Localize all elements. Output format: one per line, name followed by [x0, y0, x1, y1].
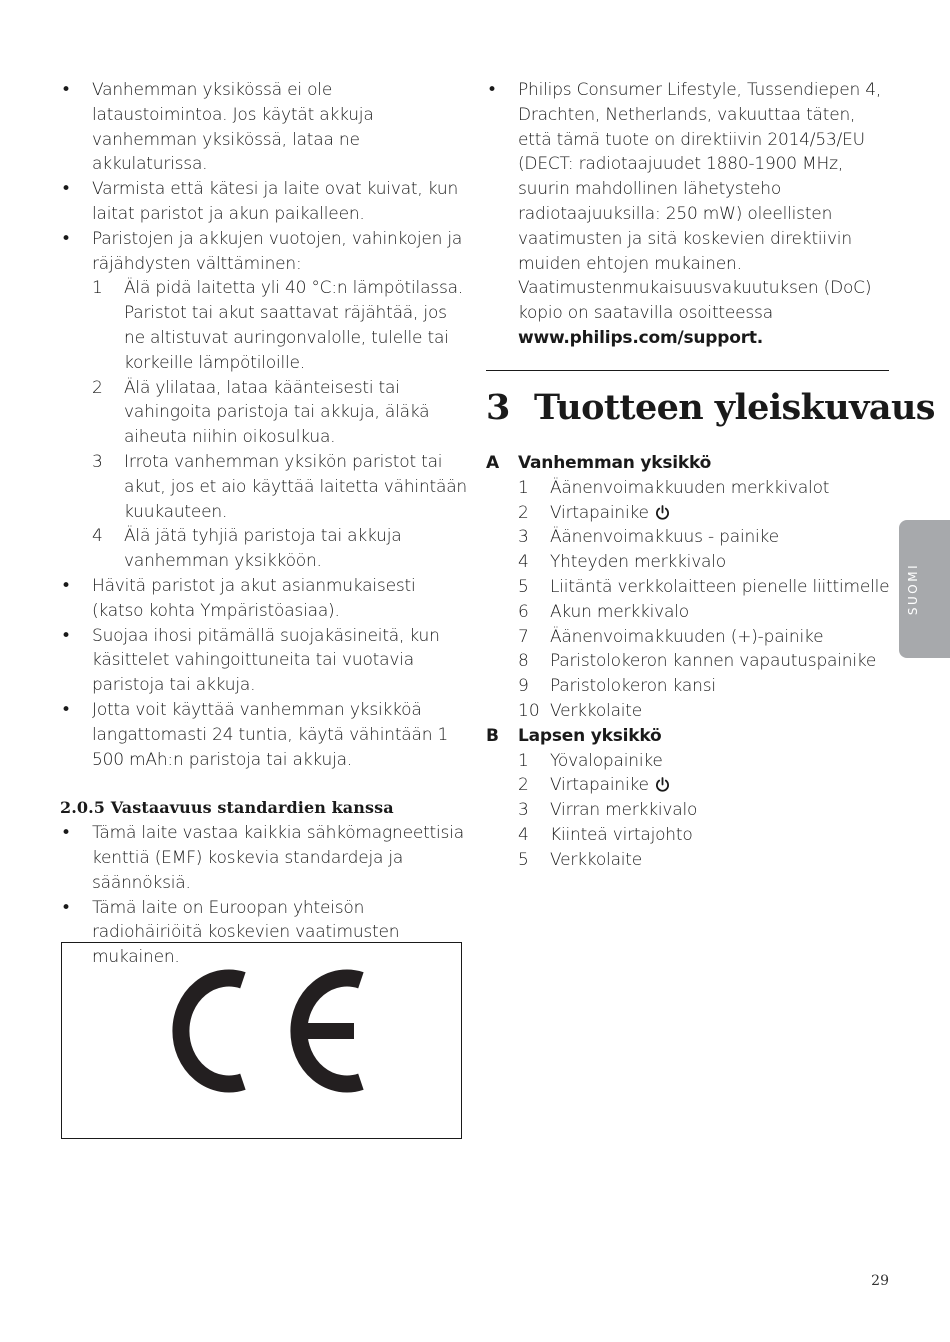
list-item: [486, 550, 892, 575]
ce-mark-box: [61, 942, 462, 1139]
item-text: Irrota vanhemman yksikön paristot tai akut, jos et aio käyttää laitetta vähintään kuukauteen.: [124, 451, 468, 522]
item-text: Älä ylilataa, lataa käänteisesti tai vahingoita paristoja tai akkuja, äläkä aiheuta niihin oikosulkua.: [124, 377, 430, 448]
list-item: [60, 821, 470, 895]
list-item: [60, 624, 470, 698]
list-item: [486, 699, 892, 724]
group-title: Lapsen yksikkö: [518, 725, 662, 746]
group-letter: B: [486, 725, 499, 746]
left-column: [60, 78, 470, 970]
item-number: 7: [518, 626, 529, 647]
list-item: [486, 823, 892, 848]
list-item: [486, 773, 892, 798]
item-label: Äänenvoimakkuuden (+)-painike: [550, 626, 824, 647]
list-item: [60, 78, 470, 177]
item-label: Äänenvoimakkuuden merkkivalot: [550, 477, 830, 498]
list-item: [486, 674, 892, 699]
item-number: 2: [518, 502, 529, 523]
item-label: Yövalopainike: [550, 750, 663, 771]
item-number: 3: [518, 800, 529, 821]
bullet-text: Vanhemman yksikössä ei ole lataustoimintoa. Jos käytät akkuja vanhemman yksikössä, lataa ne akkulaturissa.: [92, 80, 374, 175]
group-letter: A: [486, 453, 500, 473]
bullet-icon: •: [60, 575, 72, 596]
chapter-divider: [486, 370, 889, 371]
item-label: Paristolokeron kannen vapautuspainike: [550, 651, 877, 672]
language-tab: [899, 520, 950, 658]
group-title: Vanhemman yksikkö: [518, 453, 712, 473]
numbered-item: [60, 276, 470, 375]
list-item: [486, 501, 892, 526]
ce-mark-icon: [62, 943, 461, 1138]
item-label: Verkkolaite: [550, 849, 643, 870]
item-text: Älä pidä laitetta yli 40 °C:n lämpötilassa. Paristot tai akut saattavat räjähtää, jos ne altistuvat auringonvalolle, tulelle tai korkeille lämpötiloille.: [124, 278, 464, 373]
item-label: Liitäntä verkkolaitteen pienelle liittimelle: [550, 576, 890, 597]
list-item: [60, 227, 470, 277]
product-overview-list: [486, 451, 892, 873]
chapter-title: [486, 384, 935, 432]
bullet-text: Jotta voit käyttää vanhemman yksikköä langattomasti 24 tuntia, käytä vähintään 1 500 mAh:n paristoja tai akkuja.: [92, 699, 449, 770]
item-number: 2: [92, 377, 103, 398]
list-item: [60, 177, 470, 227]
item-number: 3: [92, 451, 103, 472]
list-item: [486, 476, 892, 501]
item-number: 4: [518, 824, 529, 845]
item-number: 2: [518, 775, 529, 796]
bullet-icon: •: [60, 179, 72, 200]
bullet-icon: •: [60, 80, 72, 100]
list-item: [486, 625, 892, 650]
declaration-text: [518, 78, 892, 351]
declaration-body: Philips Consumer Lifestyle, Tussendiepen 4, Drachten, Netherlands, vakuuttaa täten, että tämä tuote on direktiivin 2014/53/EU (DECT: radiotaajuudet 1880-1900 MHz, suurin mahdollinen lähetysteho radiotaajuuksilla: 250 mW) oleellisten vaatimusten ja sitä koskevien direktiivin muiden ehtojen mukainen. Vaatimustenmukaisuusvakuutuksen (DoC) kopio on saatavilla osoitteessa: [518, 80, 882, 324]
item-label-wrap: [550, 501, 670, 526]
item-label-wrap: [550, 773, 670, 798]
list-item: [486, 848, 892, 873]
item-number: 10: [518, 700, 540, 721]
item-label: Virran merkkivalo: [550, 800, 698, 821]
bullet-text: Suojaa ihosi pitämällä suojakäsineitä, kun käsittelet vahingoittuneita tai vuotavia paristoja tai akkuja.: [92, 625, 440, 696]
item-number: 1: [92, 278, 103, 299]
item-label: Kiinteä virtajohto: [550, 824, 693, 845]
item-number: 4: [92, 526, 103, 547]
bullet-text: Hävitä paristot ja akut asianmukaisesti (katso kohta Ympäristöasiaa).: [92, 575, 416, 621]
item-number: 9: [518, 676, 529, 697]
list-item: [486, 798, 892, 823]
item-number: 4: [518, 552, 529, 573]
bullet-text: Tämä laite on Euroopan yhteisön radiohäiriöitä koskevien vaatimusten mukainen.: [92, 897, 400, 968]
list-item: [486, 600, 892, 625]
item-label: Verkkolaite: [550, 700, 643, 721]
numbered-item: [60, 376, 470, 450]
list-item: [486, 649, 892, 674]
item-number: 1: [518, 477, 529, 498]
list-item: [486, 525, 892, 550]
numbered-item: [60, 524, 470, 574]
item-label: Äänenvoimakkuus - painike: [550, 527, 779, 548]
section-heading: 2.0.5 Vastaavuus standardien kanssa: [60, 798, 394, 818]
bullet-text: Varmista että kätesi ja laite ovat kuivat, kun laitat paristot ja akun paikalleen.: [92, 179, 459, 224]
support-link[interactable]: www.philips.com/support.: [518, 327, 764, 348]
item-number: 5: [518, 849, 529, 870]
bullet-text: Paristojen ja akkujen vuotojen, vahinkojen ja räjähdysten välttäminen:: [92, 228, 463, 274]
bullet-icon: •: [60, 823, 72, 844]
item-label: Yhteyden merkkivalo: [550, 552, 726, 573]
item-text: Älä jätä tyhjiä paristoja tai akkuja vanhemman yksikköön.: [124, 526, 402, 572]
item-label: Virtapainike: [550, 502, 649, 523]
page-number: 29: [871, 1273, 889, 1289]
list-item: [60, 574, 470, 624]
item-number: 3: [518, 527, 529, 548]
group-header: [486, 451, 892, 476]
list-item: [486, 749, 892, 774]
list-item: [486, 575, 892, 600]
item-label: Virtapainike: [550, 775, 649, 796]
bullet-icon: •: [60, 228, 72, 249]
right-column: [486, 78, 892, 351]
chapter-title-text: Tuotteen yleiskuvaus: [534, 387, 935, 428]
bullet-icon: •: [486, 80, 498, 100]
bullet-icon: •: [60, 625, 72, 646]
bullet-text: Tämä laite vastaa kaikkia sähkömagneettisia kenttiä (EMF) koskevia standardeja ja säännöksiä.: [92, 823, 464, 893]
chapter-number: 3: [486, 387, 510, 428]
list-item: [60, 698, 470, 772]
item-number: 5: [518, 576, 529, 597]
list-item: [486, 78, 892, 351]
item-number: 8: [518, 651, 529, 672]
power-icon: [655, 777, 670, 792]
item-label: Akun merkkivalo: [550, 601, 689, 622]
group-header: [486, 724, 892, 749]
item-label: Paristolokeron kansi: [550, 676, 716, 697]
language-tab-label: SUOMI: [906, 562, 920, 616]
bullet-icon: •: [60, 699, 72, 720]
power-icon: [655, 505, 670, 520]
bullet-icon: •: [60, 897, 72, 918]
item-number: 1: [518, 750, 529, 771]
numbered-item: [60, 450, 470, 524]
item-number: 6: [518, 601, 529, 622]
